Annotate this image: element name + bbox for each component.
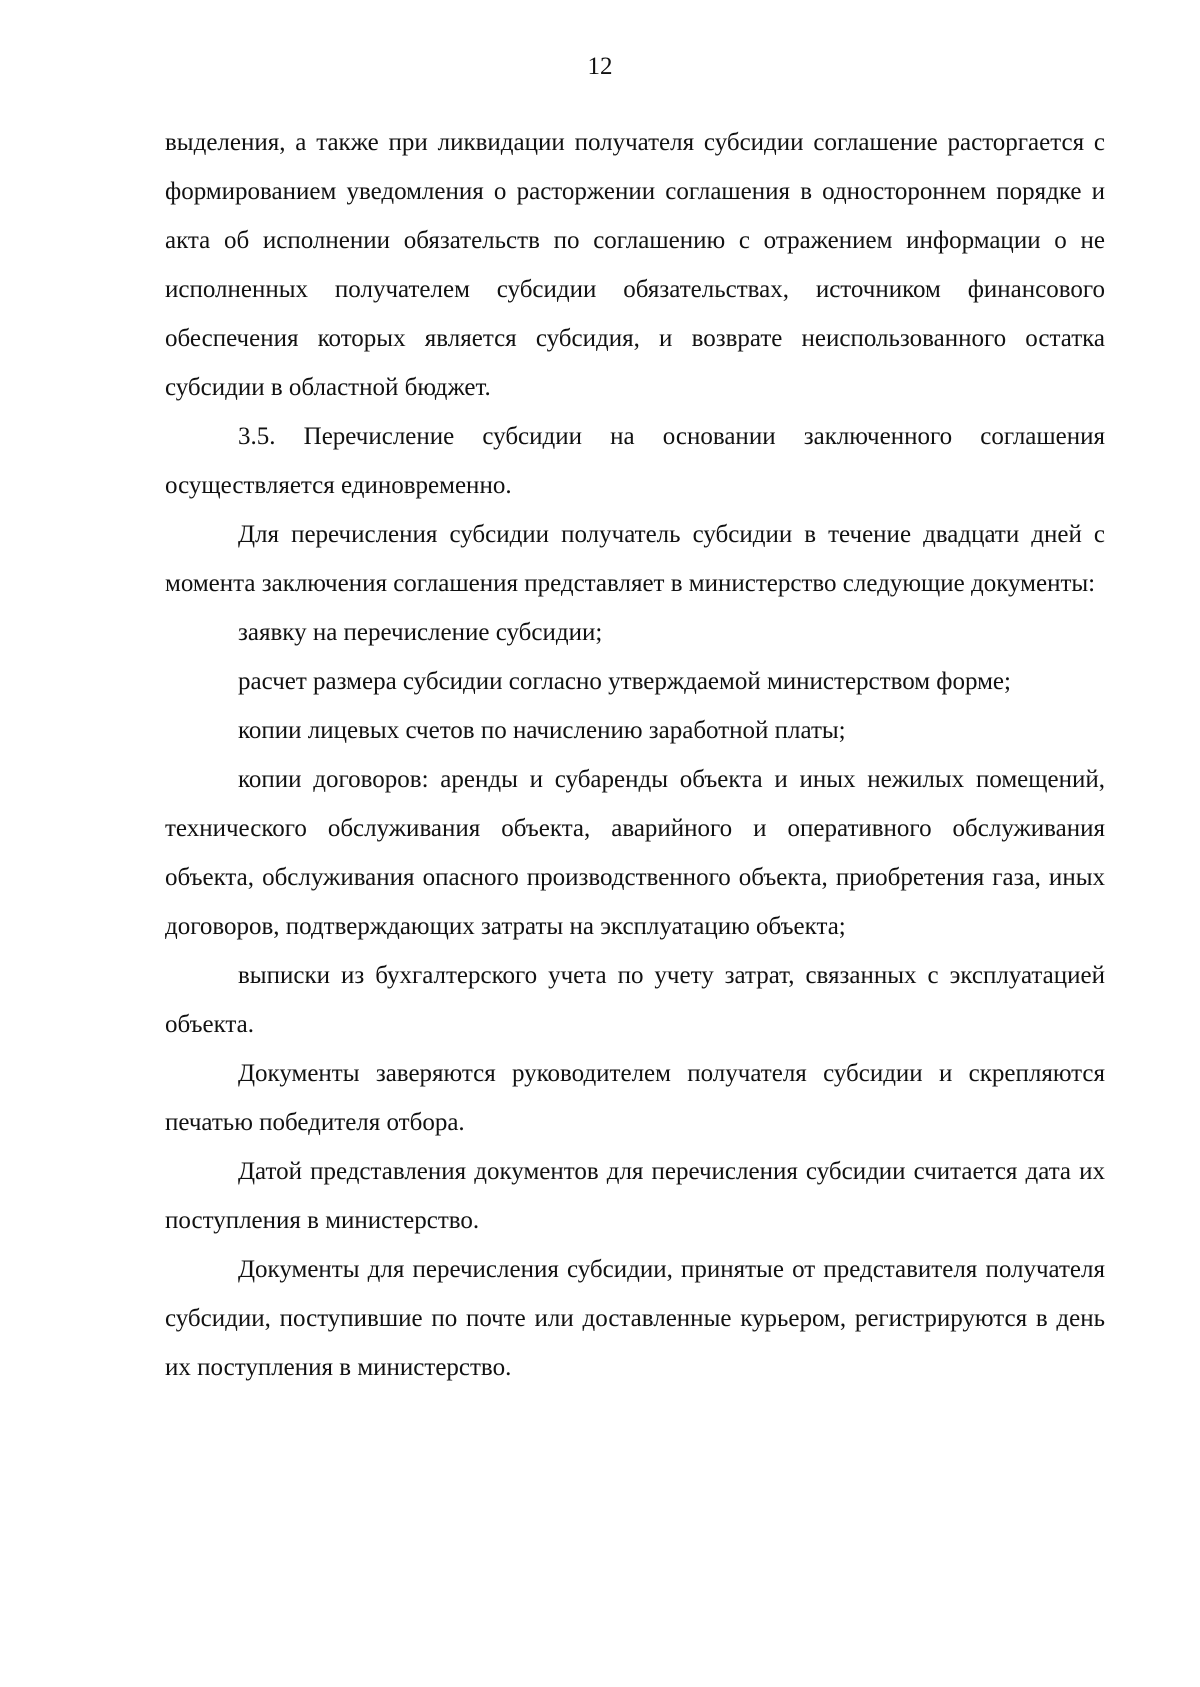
paragraph-documents-intro: Для перечисления субсидии получатель субсидии в течение двадцати дней с момента заключения соглашения представляет в министерство следующие документы: xyxy=(165,521,1105,597)
list-item-application: заявку на перечисление субсидии; xyxy=(238,619,603,646)
document-body xyxy=(165,118,1105,1392)
page-number: 12 xyxy=(587,53,613,80)
paragraph-submission-date: Датой представления документов для перечисления субсидии считается дата их поступления в министерство. xyxy=(165,1158,1105,1234)
list-item-calculation: расчет размера субсидии согласно утверждаемой министерством форме; xyxy=(238,668,1011,695)
paragraph-3-5: 3.5. Перечисление субсидии на основании заключенного соглашения осуществляется единовременно. xyxy=(165,423,1105,499)
list-item-contracts: копии договоров: аренды и субаренды объекта и иных нежилых помещений, технического обслуживания объекта, аварийного и оперативного обслуживания объекта, обслуживания опасного производственного объекта, приобретения газа, иных договоров, подтверждающих затраты на эксплуатацию объекта; xyxy=(165,766,1105,940)
list-item-accounts: копии лицевых счетов по начислению заработной платы; xyxy=(238,717,846,744)
paragraph-certification: Документы заверяются руководителем получателя субсидии и скрепляются печатью победителя отбора. xyxy=(165,1060,1105,1136)
paragraph-registration: Документы для перечисления субсидии, принятые от представителя получателя субсидии, поступившие по почте или доставленные курьером, регистрируются в день их поступления в министерство. xyxy=(165,1256,1105,1381)
list-item-extracts: выписки из бухгалтерского учета по учету затрат, связанных с эксплуатацией объекта. xyxy=(165,962,1105,1038)
paragraph-continuation: выделения, а также при ликвидации получателя субсидии соглашение расторгается с формированием уведомления о расторжении соглашения в одностороннем порядке и акта об исполнении обязательств по соглашению с отражением информации о не исполненных получателем субсидии обязательствах, источником финансового обеспечения которых является субсидия, и возврате неиспользованного остатка субсидии в областной бюджет. xyxy=(165,129,1105,401)
